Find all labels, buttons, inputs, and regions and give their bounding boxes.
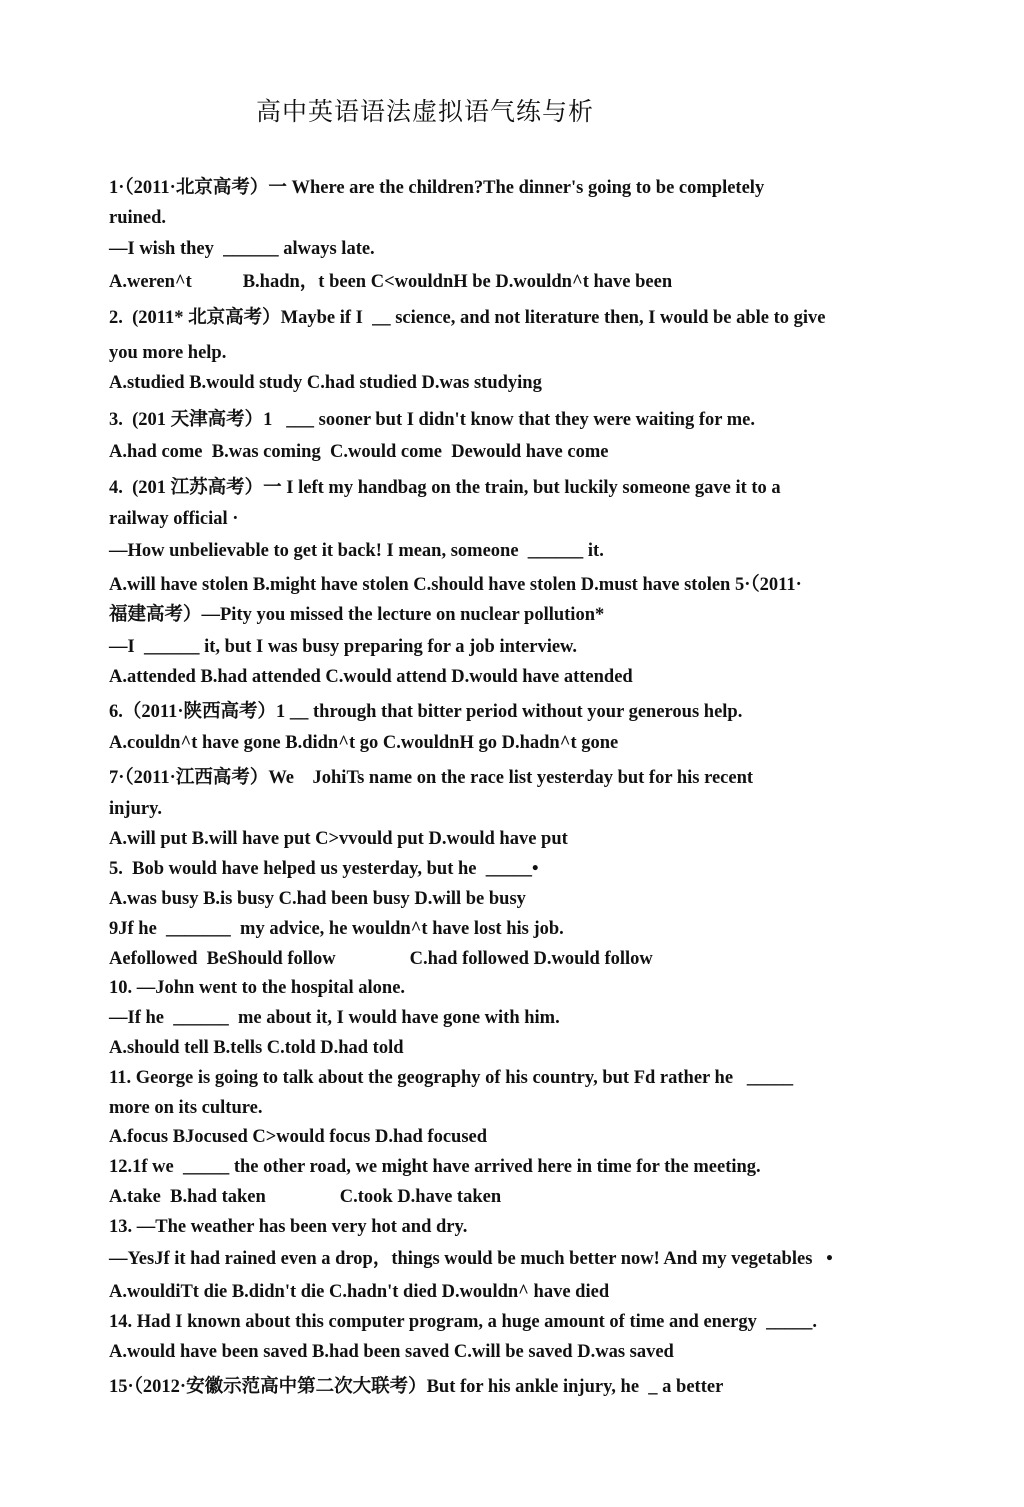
text-line: —How unbelievable to get it back! I mean, someone ______ it. (109, 541, 604, 561)
text-line: more on its culture. (109, 1098, 263, 1118)
text-line: railway official · (109, 509, 239, 529)
text-line: Aefollowed BeShould follow C.had followed D.would follow (109, 949, 653, 969)
text-line: —I wish they ______ always late. (109, 239, 375, 259)
text-line: 7·（2011·江西高考）We JohiTs name on the race list yesterday but for his recent (109, 768, 754, 788)
text-line: A.attended B.had attended C.would attend D.would have attended (109, 667, 633, 687)
text-line: A.will have stolen B.might have stolen C.should have stolen D.must have stolen 5·（2011· (109, 575, 802, 595)
text-line: 4. (201 江苏高考）一 I left my handbag on the train, but luckily someone gave it to a (109, 478, 781, 498)
text-line: A.take B.had taken C.took D.have taken (109, 1187, 502, 1207)
text-line: 2. (2011* 北京高考）Maybe if I __ science, and not literature then, I would be able to give (109, 308, 826, 328)
text-line: A.couldn^t have gone B.didn^t go C.wouldnH go D.hadn^t gone (109, 733, 619, 753)
text-line: A.focus BJocused C>would focus D.had focused (109, 1127, 488, 1147)
text-line: A.had come B.was coming C.would come Dewould have come (109, 442, 609, 462)
text-line: A.weren^t B.hadn，t been C<wouldnH be D.wouldn^t have been (109, 272, 673, 292)
text-line: 福建高考）—Pity you missed the lecture on nuclear pollution* (109, 605, 605, 625)
document-title: 高中英语语法虚拟语气练与析 (256, 99, 595, 126)
text-line: A.should tell B.tells C.told D.had told (109, 1038, 404, 1058)
text-line: 12.1f we _____ the other road, we might have arrived here in time for the meeting. (109, 1157, 761, 1177)
text-line: 5. Bob would have helped us yesterday, but he _____• (109, 859, 539, 879)
text-line: 9Jf he _______ my advice, he wouldn^t have lost his job. (109, 919, 564, 939)
text-line: 1·（2011·北京高考）一 Where are the children?The dinner's going to be completely (109, 178, 765, 198)
text-line: A.was busy B.is busy C.had been busy D.will be busy (109, 889, 526, 909)
text-line: 15·（2012·安徽示范高中第二次大联考）But for his ankle injury, he _ a better (109, 1377, 724, 1397)
text-line: A.will put B.will have put C>vvould put D.would have put (109, 829, 568, 849)
text-line: 11. George is going to talk about the geography of his country, but Fd rather he _____ (109, 1068, 794, 1088)
text-line: A.wouldiTt die B.didn't die C.hadn't died D.wouldn^ have died (109, 1282, 610, 1302)
text-line: ruined. (109, 208, 167, 228)
text-line: —I ______ it, but I was busy preparing for a job interview. (109, 637, 578, 657)
text-line: 14. Had I known about this computer program, a huge amount of time and energy _____. (109, 1312, 818, 1332)
text-line: injury. (109, 799, 162, 819)
text-line: A.would have been saved B.had been saved C.will be saved D.was saved (109, 1342, 674, 1362)
text-line: —YesJf it had rained even a drop，things would be much better now! And my vegetables • (109, 1249, 833, 1269)
text-line: A.studied B.would study C.had studied D.was studying (109, 373, 542, 393)
text-line: 3. (201 天津高考）1 ___ sooner but I didn't know that they were waiting for me. (109, 410, 755, 430)
text-line: 6.（2011·陕西高考）1 __ through that bitter period without your generous help. (109, 702, 743, 722)
text-line: 13. —The weather has been very hot and dry. (109, 1217, 468, 1237)
text-line: —If he ______ me about it, I would have gone with him. (109, 1008, 560, 1028)
text-line: you more help. (109, 343, 227, 363)
text-line: 10. —John went to the hospital alone. (109, 978, 406, 998)
